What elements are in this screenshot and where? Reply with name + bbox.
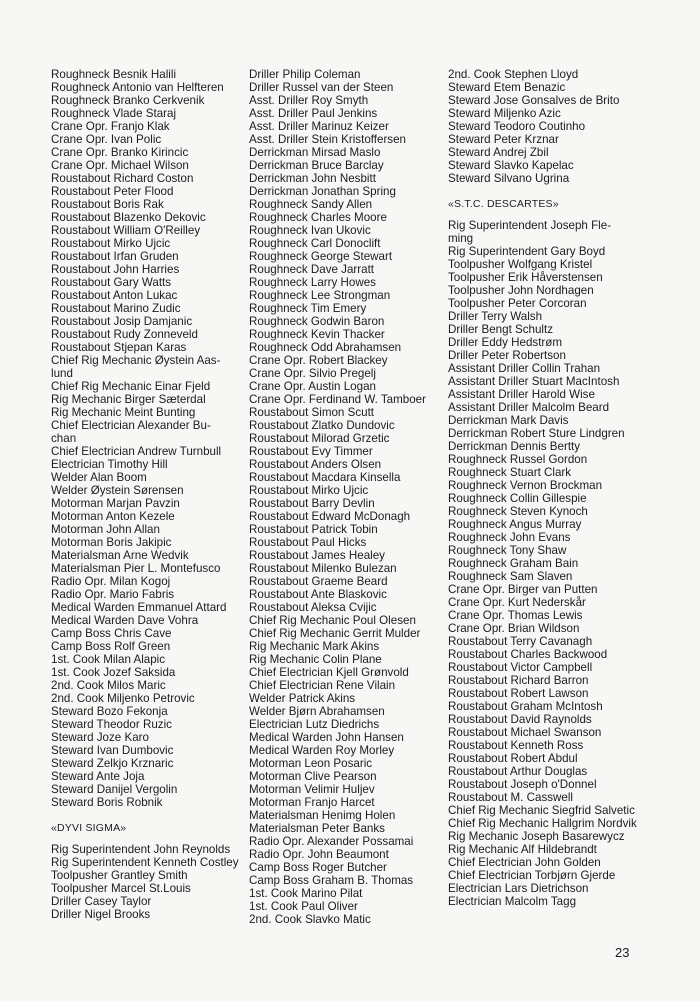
- crew-entry: Driller Terry Walsh: [448, 310, 543, 323]
- crew-entry: Asst. Driller Marinuz Keizer: [249, 120, 389, 133]
- crew-entry: Camp Boss Roger Butcher: [249, 861, 387, 874]
- crew-entry: Motorman John Allan: [51, 523, 160, 536]
- crew-entry: Roustabout Michael Swanson: [448, 726, 602, 739]
- crew-entry: Driller Casey Taylor: [51, 895, 152, 908]
- crew-entry: Crane Opr. Michael Wilson: [51, 159, 189, 172]
- crew-entry: Roustabout Robert Lawson: [448, 687, 589, 700]
- crew-entry: 2nd. Cook Slavko Matic: [249, 913, 371, 926]
- crew-list: [51, 843, 239, 921]
- crew-entry: Rig Mechanic Joseph Basarewycz: [448, 830, 625, 843]
- crew-entry: Radio Opr. John Beaumont: [249, 848, 389, 861]
- crew-entry: Radio Opr. Mario Fabris: [51, 588, 175, 601]
- crew-entry: Roustabout Mirko Ujcic: [249, 484, 369, 497]
- crew-entry: Roughneck Stuart Clark: [448, 466, 572, 479]
- crew-entry: Roughneck Godwin Baron: [249, 315, 385, 328]
- crew-entry: Steward Ante Joja: [51, 770, 145, 783]
- crew-entry: Crane Opr. Robert Blackey: [249, 354, 388, 367]
- crew-entry: Roughneck George Stewart: [249, 250, 393, 263]
- crew-entry: Crane Opr. Franjo Klak: [51, 120, 170, 133]
- crew-entry: Roughneck Kevin Thacker: [249, 328, 385, 341]
- crew-entry: Derrickman Jonathan Spring: [249, 185, 396, 198]
- crew-entry: Roughneck Antonio van Helfteren: [51, 81, 224, 94]
- crew-entry: Derrickman Mark Davis: [448, 414, 569, 427]
- crew-entry: Camp Boss Chris Cave: [51, 627, 172, 640]
- crew-entry: Motorman Leon Posaric: [249, 757, 373, 770]
- crew-entry: Steward Joze Karo: [51, 731, 149, 744]
- crew-entry: Roughneck Lee Strongman: [249, 289, 391, 302]
- crew-entry: Roustabout Paul Hicks: [249, 536, 367, 549]
- crew-entry: lund: [51, 367, 73, 380]
- crew-entry: Roustabout Kenneth Ross: [448, 739, 584, 752]
- crew-entry: Roustabout Milorad Grzetic: [249, 432, 390, 445]
- crew-entry: 2nd. Cook Milos Maric: [51, 679, 166, 692]
- crew-entry: Asst. Driller Paul Jenkins: [249, 107, 378, 120]
- crew-entry: Roustabout Boris Rak: [51, 198, 164, 211]
- crew-entry: Roustabout Rudy Zonneveld: [51, 328, 198, 341]
- crew-entry: Derrickman Mirsad Maslo: [249, 146, 381, 159]
- crew-entry: Roughneck Vlade Staraj: [51, 107, 177, 120]
- crew-entry: Driller Nigel Brooks: [51, 908, 151, 921]
- crew-entry: Roustabout Josip Damjanic: [51, 315, 193, 328]
- crew-entry: Crane Opr. Birger van Putten: [448, 583, 598, 596]
- rig-heading-stc-descartes: «S.T.C. DESCARTES»: [448, 198, 559, 210]
- crew-entry: Steward Etem Benazic: [448, 81, 566, 94]
- crew-entry: Electrician Lars Dietrichson: [448, 882, 589, 895]
- crew-entry: Roustabout Barry Devlin: [249, 497, 375, 510]
- crew-entry: Motorman Boris Jakipic: [51, 536, 172, 549]
- crew-entry: Crane Opr. Ferdinand W. Tamboer: [249, 393, 426, 406]
- crew-entry: 1st. Cook Jozef Saksida: [51, 666, 176, 679]
- crew-entry: Chief Rig Mechanic Gerrit Mulder: [249, 627, 421, 640]
- crew-entry: 2nd. Cook Stephen Lloyd: [448, 68, 579, 81]
- crew-entry: Roustabout David Raynolds: [448, 713, 592, 726]
- crew-entry: Roughneck Branko Cerkvenik: [51, 94, 205, 107]
- crew-entry: Chief Electrician John Golden: [448, 856, 601, 869]
- crew-entry: Assistant Driller Malcolm Beard: [448, 401, 610, 414]
- crew-entry: Driller Eddy Hedstrøm: [448, 336, 563, 349]
- crew-entry: Roughneck Sandy Allen: [249, 198, 373, 211]
- crew-entry: Steward Slavko Kapelac: [448, 159, 574, 172]
- crew-entry: Roustabout Edward McDonagh: [249, 510, 411, 523]
- crew-entry: Motorman Velimir Huljev: [249, 783, 375, 796]
- crew-entry: Toolpusher Erik Håverstensen: [448, 271, 603, 284]
- crew-entry: Toolpusher Grantley Smith: [51, 869, 188, 882]
- crew-entry: Roustabout Arthur Douglas: [448, 765, 588, 778]
- crew-entry: Crane Opr. Kurt Nederskår: [448, 596, 586, 609]
- column-1: [51, 68, 239, 921]
- crew-entry: Derrickman Dennis Bertty: [448, 440, 581, 453]
- column-3: [448, 68, 648, 908]
- crew-entry: Electrician Malcolm Tagg: [448, 895, 577, 908]
- crew-entry: Roustabout Anton Lukac: [51, 289, 178, 302]
- crew-entry: Roughneck Carl Donoclift: [249, 237, 381, 250]
- crew-entry: ming: [448, 232, 474, 245]
- crew-entry: Roustabout Graham McIntosh: [448, 700, 603, 713]
- crew-entry: Driller Philip Coleman: [249, 68, 361, 81]
- crew-list: [249, 68, 439, 926]
- rig-heading-dyvi-sigma: «DYVI SIGMA»: [51, 822, 127, 834]
- crew-entry: Roughneck Graham Bain: [448, 557, 579, 570]
- crew-entry: Chief Electrician Torbjørn Gjerde: [448, 869, 616, 882]
- crew-entry: Medical Warden John Hansen: [249, 731, 404, 744]
- crew-entry: Rig Mechanic Alf Hildebrandt: [448, 843, 597, 856]
- crew-entry: Derrickman John Nesbitt: [249, 172, 376, 185]
- crew-entry: Materialsman Peter Banks: [249, 822, 385, 835]
- crew-entry: Medical Warden Dave Vohra: [51, 614, 199, 627]
- crew-entry: Toolpusher Marcel St.Louis: [51, 882, 191, 895]
- crew-entry: Roughneck Besnik Halili: [51, 68, 177, 81]
- crew-entry: Rig Mechanic Meint Bunting: [51, 406, 196, 419]
- crew-entry: Crane Opr. Branko Kirincic: [51, 146, 189, 159]
- crew-entry: Chief Rig Mechanic Øystein Aas-: [51, 354, 221, 367]
- crew-entry: Steward Ivan Dumbovic: [51, 744, 174, 757]
- crew-entry: Motorman Anton Kezele: [51, 510, 175, 523]
- crew-entry: Roughneck Dave Jarratt: [249, 263, 375, 276]
- crew-entry: Rig Superintendent Joseph Fle-: [448, 219, 612, 232]
- crew-entry: Driller Bengt Schultz: [448, 323, 554, 336]
- crew-entry: Chief Rig Mechanic Siegfrid Salvetic: [448, 804, 635, 817]
- crew-entry: Chief Electrician Rene Vilain: [249, 679, 396, 692]
- crew-entry: Assistant Driller Harold Wise: [448, 388, 595, 401]
- crew-entry: Welder Patrick Akins: [249, 692, 356, 705]
- crew-entry: Roustabout Mirko Ujcic: [51, 237, 171, 250]
- crew-entry: Camp Boss Graham B. Thomas: [249, 874, 414, 887]
- crew-entry: Roughneck Larry Howes: [249, 276, 376, 289]
- crew-entry: Roustabout Aleksa Cvijic: [249, 601, 377, 614]
- crew-entry: Motorman Clive Pearson: [249, 770, 377, 783]
- crew-entry: Steward Theodor Ruzic: [51, 718, 172, 731]
- crew-entry: Roustabout John Harries: [51, 263, 180, 276]
- crew-entry: Roustabout Terry Cavanagh: [448, 635, 593, 648]
- crew-entry: Roustabout Patrick Tobin: [249, 523, 378, 536]
- crew-entry: Steward Peter Krznar: [448, 133, 559, 146]
- crew-entry: Materialsman Henimg Holen: [249, 809, 396, 822]
- crew-entry: Motorman Marjan Pavzin: [51, 497, 180, 510]
- crew-entry: Steward Teodoro Coutinho: [448, 120, 586, 133]
- crew-entry: Steward Boris Robnik: [51, 796, 163, 809]
- crew-entry: Crane Opr. Silvio Pregelj: [249, 367, 376, 380]
- crew-entry: Toolpusher Peter Corcoran: [448, 297, 587, 310]
- crew-entry: Roughneck Tim Emery: [249, 302, 367, 315]
- crew-list: [448, 219, 648, 908]
- crew-entry: Roustabout Ante Blaskovic: [249, 588, 387, 601]
- crew-entry: Roughneck John Evans: [448, 531, 571, 544]
- crew-entry: Medical Warden Roy Morley: [249, 744, 395, 757]
- crew-entry: Roustabout Milenko Bulezan: [249, 562, 397, 575]
- crew-entry: Crane Opr. Austin Logan: [249, 380, 376, 393]
- crew-entry: Steward Andrej Zbil: [448, 146, 549, 159]
- crew-entry: Rig Mechanic Mark Akins: [249, 640, 380, 653]
- crew-entry: Roustabout Joseph o'Donnel: [448, 778, 597, 791]
- crew-entry: Roughneck Steven Kynoch: [448, 505, 588, 518]
- crew-entry: 2nd. Cook Miljenko Petrovic: [51, 692, 195, 705]
- crew-entry: Steward Zelkjo Krznaric: [51, 757, 174, 770]
- crew-entry: Roustabout Richard Barron: [448, 674, 589, 687]
- crew-entry: Crane Opr. Brian Wildson: [448, 622, 580, 635]
- crew-entry: Steward Silvano Ugrina: [448, 172, 570, 185]
- crew-entry: Roughneck Collin Gillespie: [448, 492, 587, 505]
- crew-entry: Roustabout William O'Reilley: [51, 224, 201, 237]
- crew-entry: Rig Mechanic Colin Plane: [249, 653, 382, 666]
- crew-entry: Roustabout Gary Watts: [51, 276, 172, 289]
- crew-entry: Steward Bozo Fekonja: [51, 705, 168, 718]
- crew-entry: Roustabout Stjepan Karas: [51, 341, 187, 354]
- crew-entry: Steward Miljenko Azic: [448, 107, 561, 120]
- crew-entry: 1st. Cook Marino Pilat: [249, 887, 363, 900]
- crew-entry: Assistant Driller Stuart MacIntosh: [448, 375, 620, 388]
- crew-entry: Rig Superintendent Kenneth Costley: [51, 856, 239, 869]
- crew-entry: Chief Rig Mechanic Poul Olesen: [249, 614, 416, 627]
- crew-entry: Derrickman Robert Sture Lindgren: [448, 427, 625, 440]
- crew-entry: Roustabout Charles Backwood: [448, 648, 608, 661]
- crew-entry: Driller Peter Robertson: [448, 349, 566, 362]
- crew-entry: Roustabout Simon Scutt: [249, 406, 375, 419]
- crew-entry: Asst. Driller Roy Smyth: [249, 94, 369, 107]
- crew-entry: chan: [51, 432, 77, 445]
- crew-entry: Chief Electrician Kjell Grønvold: [249, 666, 409, 679]
- crew-entry: 1st. Cook Milan Alapic: [51, 653, 166, 666]
- column-2: [249, 68, 439, 926]
- crew-entry: Camp Boss Rolf Green: [51, 640, 171, 653]
- crew-entry: Roustabout Anders Olsen: [249, 458, 382, 471]
- crew-entry: Roughneck Ivan Ukovic: [249, 224, 371, 237]
- crew-entry: Radio Opr. Alexander Possamai: [249, 835, 414, 848]
- crew-entry: Roustabout Marino Zudic: [51, 302, 181, 315]
- crew-entry: Radio Opr. Milan Kogoj: [51, 575, 171, 588]
- crew-entry: Chief Electrician Alexander Bu-: [51, 419, 211, 432]
- crew-entry: Motorman Franjo Harcet: [249, 796, 375, 809]
- crew-entry: Roustabout Peter Flood: [51, 185, 174, 198]
- crew-entry: Roustabout Zlatko Dundovic: [249, 419, 395, 432]
- crew-entry: Roughneck Tony Shaw: [448, 544, 567, 557]
- crew-entry: Electrician Timothy Hill: [51, 458, 168, 471]
- crew-entry: Roustabout Robert Abdul: [448, 752, 578, 765]
- crew-entry: Materialsman Arne Wedvik: [51, 549, 189, 562]
- crew-entry: 1st. Cook Paul Oliver: [249, 900, 358, 913]
- crew-entry: Roustabout Richard Coston: [51, 172, 194, 185]
- crew-entry: Asst. Driller Stein Kristoffersen: [249, 133, 406, 146]
- crew-entry: Toolpusher Wolfgang Kristel: [448, 258, 593, 271]
- crew-entry: Chief Electrician Andrew Turnbull: [51, 445, 222, 458]
- crew-entry: Roughneck Russel Gordon: [448, 453, 588, 466]
- crew-entry: Toolpusher John Nordhagen: [448, 284, 594, 297]
- crew-entry: Chief Rig Mechanic Einar Fjeld: [51, 380, 211, 393]
- crew-entry: Roustabout Evy Timmer: [249, 445, 373, 458]
- crew-entry: Steward Jose Gonsalves de Brito: [448, 94, 620, 107]
- crew-entry: Roughneck Odd Abrahamsen: [249, 341, 402, 354]
- crew-entry: Roustabout Blazenko Dekovic: [51, 211, 206, 224]
- crew-entry: Roughneck Charles Moore: [249, 211, 387, 224]
- crew-entry: Rig Superintendent John Reynolds: [51, 843, 231, 856]
- crew-entry: Roustabout Victor Campbell: [448, 661, 593, 674]
- crew-entry: Roughneck Sam Slaven: [448, 570, 573, 583]
- crew-entry: Roustabout Macdara Kinsella: [249, 471, 401, 484]
- crew-entry: Welder Alan Boom: [51, 471, 147, 484]
- crew-entry: Materialsman Pier L. Montefusco: [51, 562, 221, 575]
- crew-entry: Assistant Driller Collin Trahan: [448, 362, 601, 375]
- crew-entry: Medical Warden Emmanuel Attard: [51, 601, 227, 614]
- crew-entry: Welder Øystein Sørensen: [51, 484, 184, 497]
- crew-entry: Chief Rig Mechanic Hallgrim Nordvik: [448, 817, 637, 830]
- crew-entry: Roustabout M. Casswell: [448, 791, 574, 804]
- crew-entry: Welder Bjørn Abrahamsen: [249, 705, 385, 718]
- crew-entry: Crane Opr. Thomas Lewis: [448, 609, 583, 622]
- crew-entry: Derrickman Bruce Barclay: [249, 159, 384, 172]
- crew-entry: Steward Danijel Vergolin: [51, 783, 178, 796]
- crew-entry: Driller Russel van der Steen: [249, 81, 394, 94]
- crew-entry: Roughneck Angus Murray: [448, 518, 582, 531]
- crew-entry: Rig Mechanic Birger Sæterdal: [51, 393, 206, 406]
- crew-list: [51, 68, 239, 809]
- crew-entry: Roustabout Graeme Beard: [249, 575, 388, 588]
- crew-entry: Roughneck Vernon Brockman: [448, 479, 603, 492]
- crew-entry: Crane Opr. Ivan Polic: [51, 133, 162, 146]
- crew-entry: Roustabout James Healey: [249, 549, 385, 562]
- crew-entry: Electrician Lutz Diedrichs: [249, 718, 380, 731]
- crew-entry: Roustabout Irfan Gruden: [51, 250, 179, 263]
- crew-list: [448, 68, 648, 185]
- crew-entry: Rig Superintendent Gary Boyd: [448, 245, 606, 258]
- page-number: 23: [615, 945, 630, 960]
